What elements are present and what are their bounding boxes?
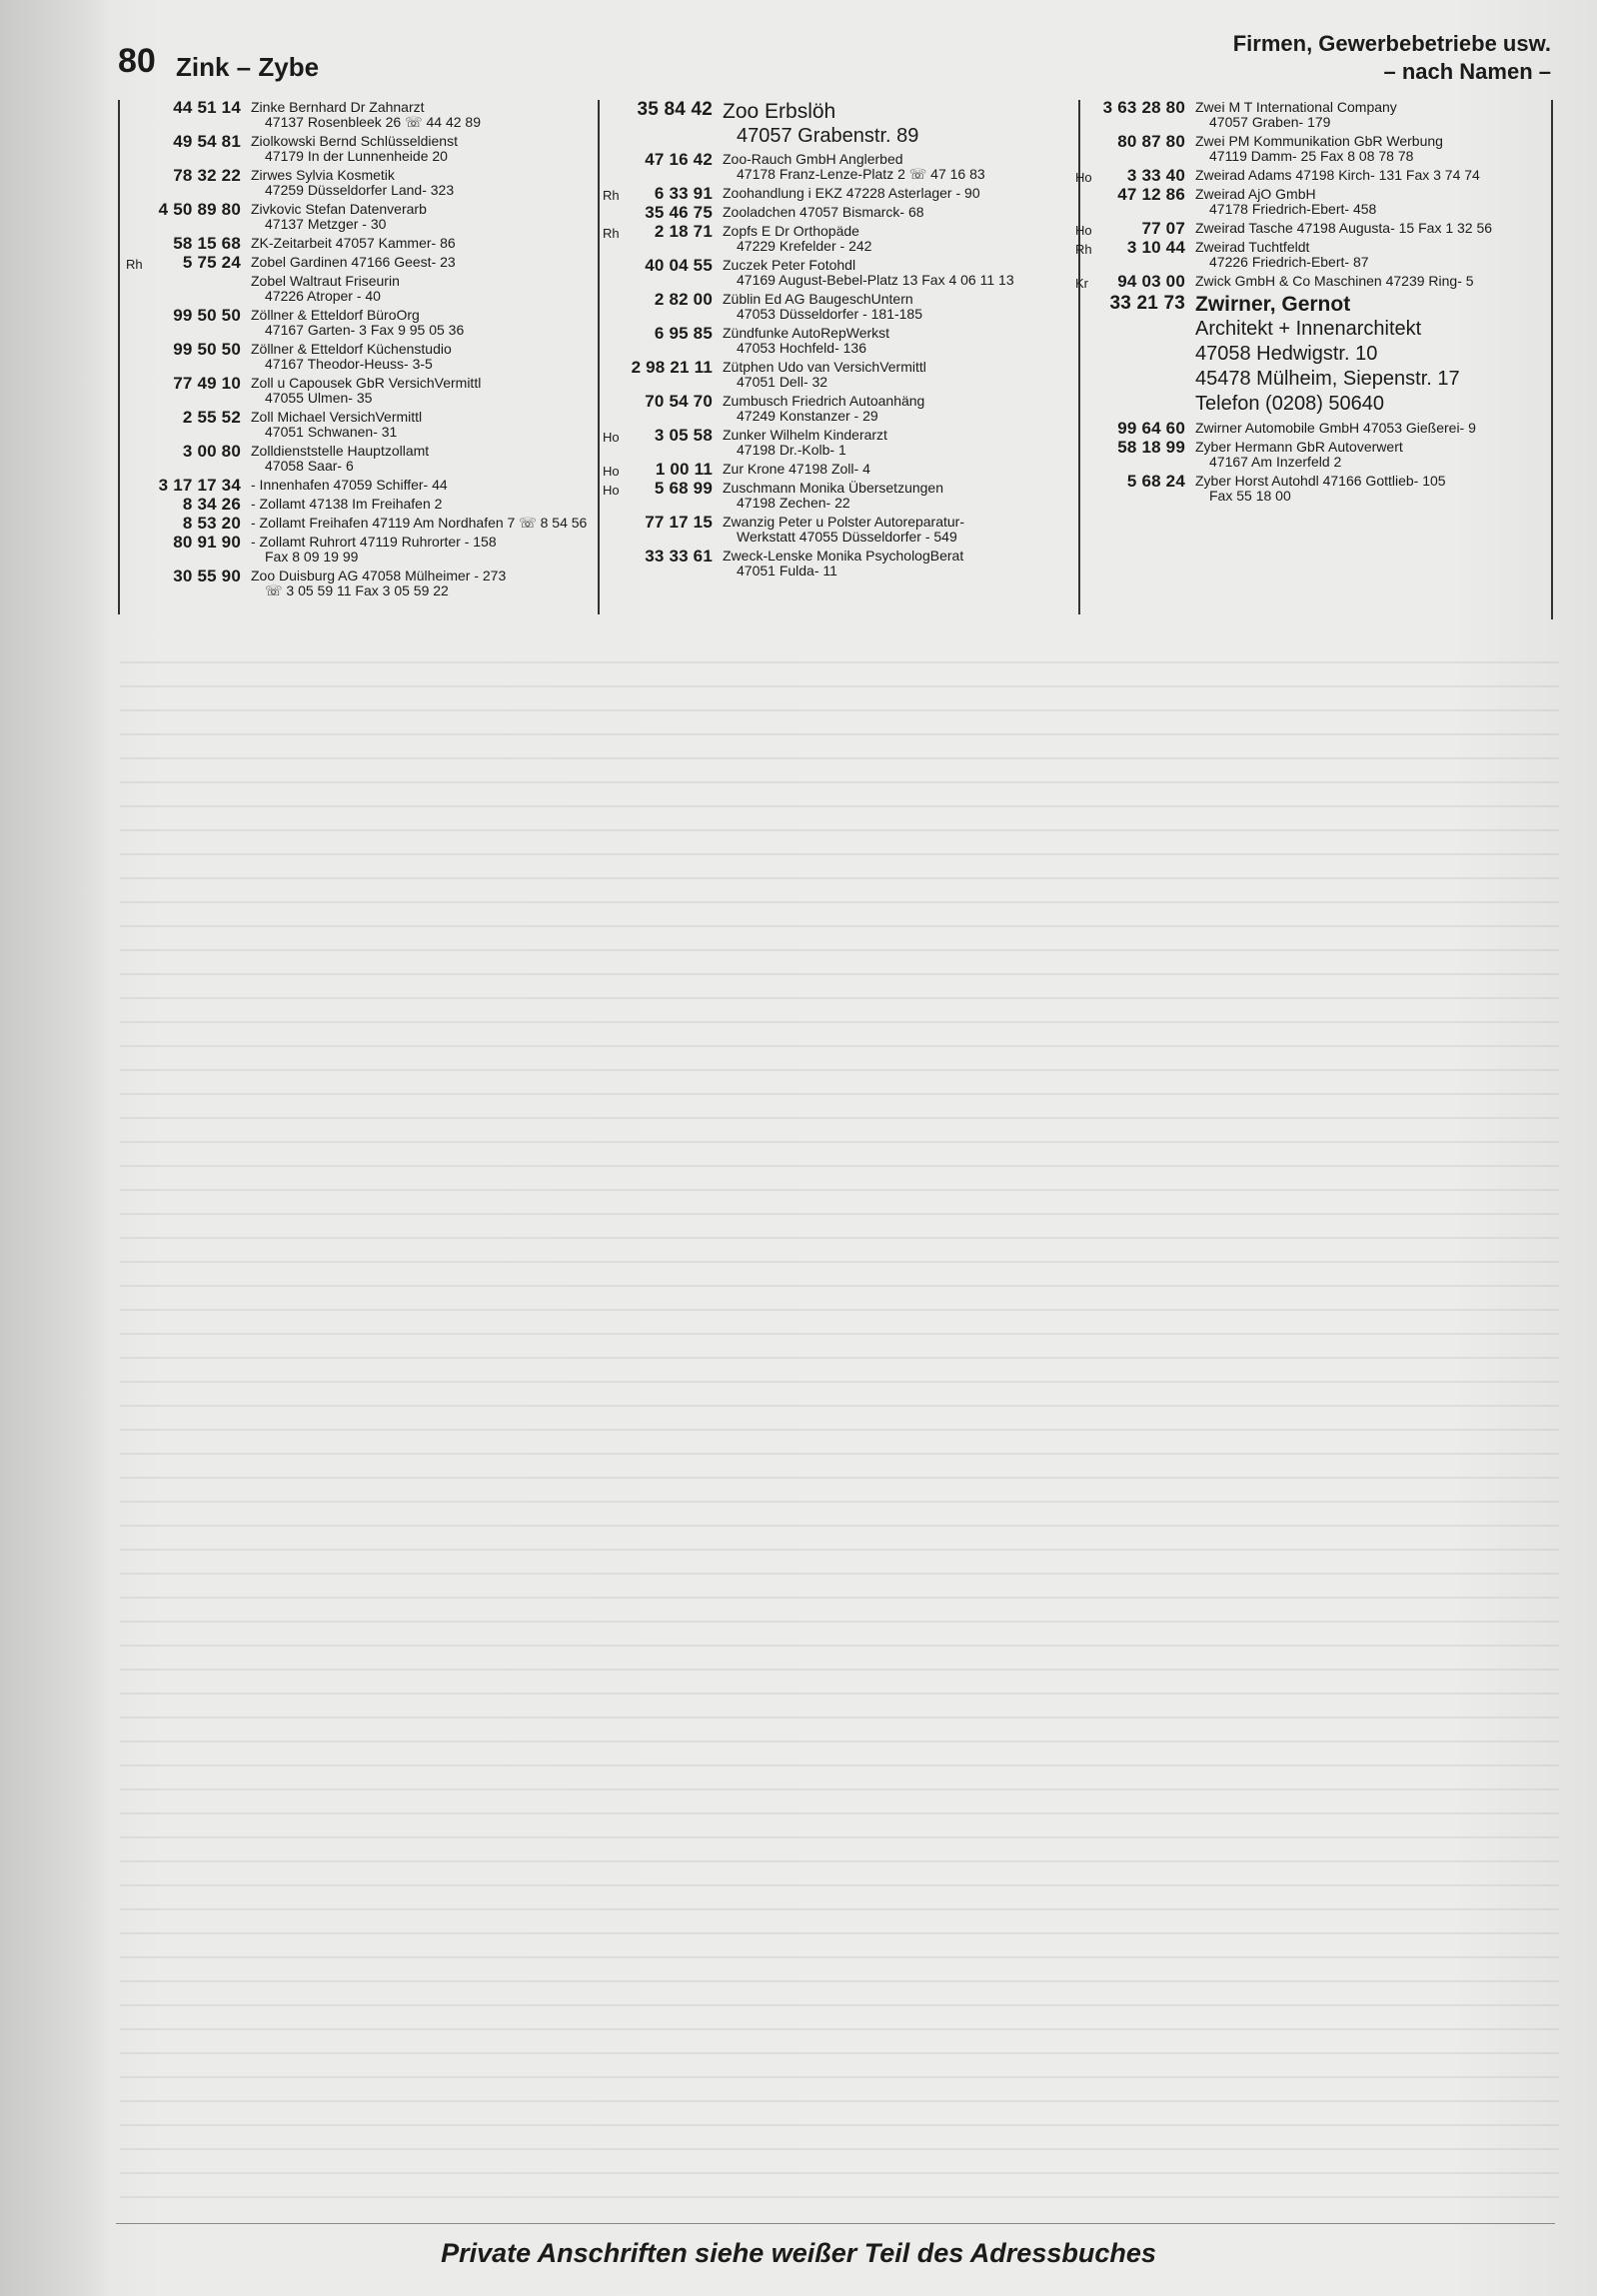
listing-address: 47198 Dr.-Kolb- 1: [737, 442, 846, 458]
listing-address: 47167 Theodor-Heuss- 3-5: [265, 356, 433, 372]
district-tag: Rh: [603, 188, 620, 203]
district-tag: Kr: [1075, 276, 1088, 291]
listing-name: Zoohandlung i EKZ 47228 Asterlager - 90: [723, 185, 980, 201]
section-heading-line2: – nach Namen –: [1383, 59, 1551, 84]
phone-number: 30 55 90: [173, 567, 241, 585]
phone-number: 77 17 15: [645, 513, 713, 532]
listing-address: 47053 Düsseldorfer - 181-185: [737, 306, 923, 322]
district-tag: Rh: [603, 226, 620, 241]
listing-name: Zöllner & Etteldorf BüroOrg: [251, 307, 420, 323]
listing-entry: [645, 150, 1072, 182]
listing-entry: [1126, 472, 1545, 504]
listing-entry: [603, 460, 1072, 479]
district-tag: Rh: [1075, 242, 1092, 257]
phone-number: 70 54 70: [645, 392, 713, 411]
listing-entry: [645, 392, 1072, 424]
listing-name: Zweirad AjO GmbH: [1195, 186, 1316, 202]
listing-name: Zobel Gardinen 47166 Geest- 23: [251, 254, 456, 270]
listing-name: Zwanzig Peter u Polster Autoreparatur-: [723, 514, 965, 530]
listing-name: Zumbusch Friedrich Autoanhäng: [723, 393, 925, 409]
listing-entry: [603, 222, 1072, 254]
listing-entry: [603, 426, 1072, 458]
listing-name: Zoo Erbslöh: [723, 100, 836, 123]
phone-number: 3 33 40: [1126, 166, 1185, 185]
phone-number: 99 50 50: [173, 306, 241, 325]
bleed-through-texture: [120, 639, 1559, 2198]
phone-number: 40 04 55: [645, 256, 713, 275]
listing-entry: [158, 476, 591, 495]
listing-name: Zobel Waltraut Friseurin: [251, 273, 400, 289]
listing-entry: [654, 290, 1072, 322]
listing-address: Fax 8 09 19 99: [265, 549, 359, 565]
phone-number: 49 54 81: [173, 132, 241, 151]
listing-name: - Zollamt 47138 Im Freihafen 2: [251, 496, 443, 512]
listing-address: 47169 August-Bebel-Platz 13 Fax 4 06 11 13: [737, 272, 1014, 288]
listing-name: - Innenhafen 47059 Schiffer- 44: [251, 477, 448, 493]
listing-name: Zwei PM Kommunikation GbR Werbung: [1195, 133, 1443, 149]
listing-address: 47167 Garten- 3 Fax 9 95 05 36: [265, 322, 465, 338]
listing-entry: [173, 98, 591, 130]
phone-number: 3 63 28 80: [1102, 98, 1185, 117]
listing-name: Ziolkowski Bernd Schlüsseldienst: [251, 133, 458, 149]
listing-entry: [173, 340, 591, 372]
listing-entry: [1075, 238, 1545, 270]
listing-entry: [173, 234, 591, 253]
phone-number: 80 87 80: [1117, 132, 1185, 151]
phone-number: 8 34 26: [182, 495, 241, 514]
listing-name: Zwirner Automobile GmbH 47053 Gießerei- 9: [1195, 420, 1476, 436]
listing-name: Zwei M T International Company: [1195, 99, 1397, 115]
phone-number: 5 68 99: [654, 479, 713, 498]
phone-number: 8 53 20: [182, 514, 241, 533]
listing-name: Zuczek Peter Fotohdl: [723, 257, 856, 273]
phone-number: 47 12 86: [1117, 185, 1185, 204]
listing-entry: [173, 132, 591, 164]
listing-entry: [173, 166, 591, 198]
phone-number: 4 50 89 80: [158, 200, 241, 219]
listing-address: 47057 Grabenstr. 89: [737, 125, 919, 147]
listing-name: Zivkovic Stefan Datenverarb: [251, 201, 427, 217]
listing-name: Zoll u Capousek GbR VersichVermittl: [251, 375, 482, 391]
phone-number: 99 50 50: [173, 340, 241, 359]
listing-entry: [173, 567, 591, 598]
listing-address: 47167 Am Inzerfeld 2: [1209, 454, 1342, 470]
listing-entry: [251, 274, 591, 304]
district-tag: Ho: [1075, 170, 1092, 185]
listing-address: 45478 Mülheim, Siepenstr. 17: [1195, 368, 1460, 390]
listing-name: Zweirad Tuchtfeldt: [1195, 239, 1310, 255]
phone-number: 35 46 75: [645, 203, 713, 222]
listing-address: Telefon (0208) 50640: [1195, 393, 1385, 415]
listing-address: 47137 Rosenbleek 26 ☏ 44 42 89: [265, 114, 482, 130]
listing-entry: [1117, 185, 1545, 217]
listing-entry: [182, 495, 591, 514]
listing-entry: [1102, 98, 1545, 130]
listing-address: 47226 Atroper - 40: [265, 288, 381, 304]
district-tag: Rh: [126, 257, 143, 272]
phone-number: 44 51 14: [173, 98, 241, 117]
listing-entry: [603, 479, 1072, 511]
listing-entry: [603, 184, 1072, 203]
listing-address: Architekt + Innenarchitekt: [1195, 318, 1422, 340]
column-rule-right: [1551, 100, 1553, 619]
listing-address: 47057 Graben- 179: [1209, 114, 1331, 130]
phone-number: 58 15 68: [173, 234, 241, 253]
listing-entry: [654, 324, 1072, 356]
listing-address: ☏ 3 05 59 11 Fax 3 05 59 22: [265, 582, 449, 598]
listing-name: Zwirner, Gernot: [1195, 293, 1351, 316]
listing-name: - Zollamt Freihafen 47119 Am Nordhafen 7 ☏ 8 54 56: [251, 515, 588, 531]
listing-column-1: [126, 98, 591, 602]
listing-entry: [182, 408, 591, 440]
phone-number: 6 95 85: [654, 324, 713, 343]
listing-name: Zirwes Sylvia Kosmetik: [251, 167, 395, 183]
listing-entry: [1075, 166, 1545, 185]
phone-number: 35 84 42: [637, 99, 713, 120]
phone-number: 58 18 99: [1117, 438, 1185, 457]
listing-name: Züblin Ed AG BaugeschUntern: [723, 291, 913, 307]
listing-address: 47198 Zechen- 22: [737, 495, 850, 511]
listing-entry: [1075, 219, 1545, 238]
listing-entry: [645, 256, 1072, 288]
listing-address: Werkstatt 47055 Düsseldorfer - 549: [737, 529, 957, 545]
phone-number: 1 00 11: [655, 460, 713, 479]
phone-number: 3 10 44: [1126, 238, 1185, 257]
listing-entry: [173, 374, 591, 406]
listing-entry: [1117, 419, 1545, 438]
column-rule-left: [118, 100, 120, 614]
listing-address: 47051 Fulda- 11: [737, 563, 837, 578]
phone-number: 78 32 22: [173, 166, 241, 185]
listing-name: Zolldienststelle Hauptzollamt: [251, 443, 430, 459]
listing-name: Zoll Michael VersichVermittl: [251, 409, 423, 425]
listing-name: Zopfs E Dr Orthopäde: [723, 223, 859, 239]
listing-name: Zoo-Rauch GmbH Anglerbed: [723, 151, 903, 167]
listing-address: 47137 Metzger - 30: [265, 216, 387, 232]
listing-entry: [158, 200, 591, 232]
footer-rule: [116, 2223, 1555, 2224]
listing-address: 47226 Friedrich-Ebert- 87: [1209, 254, 1369, 270]
listing-address: 47055 Ulmen- 35: [265, 390, 373, 406]
phone-number: 77 49 10: [173, 374, 241, 393]
listing-column-2: [603, 99, 1072, 582]
listing-entry: [1109, 293, 1545, 417]
listing-entry: [182, 514, 591, 533]
phone-number: 2 18 71: [654, 222, 713, 241]
phone-number: 47 16 42: [645, 150, 713, 169]
footer-note: Private Anschriften siehe weißer Teil des Adressbuches: [441, 2238, 1156, 2268]
listing-entry: [645, 203, 1072, 222]
listing-name: Zütphen Udo van VersichVermittl: [723, 359, 926, 375]
listing-address: 47051 Dell- 32: [737, 374, 828, 390]
phone-number: 2 55 52: [182, 408, 241, 427]
listing-name: Zur Krone 47198 Zoll- 4: [723, 461, 870, 477]
listing-address: Fax 55 18 00: [1209, 488, 1291, 504]
listing-name: Zuschmann Monika Übersetzungen: [723, 480, 944, 496]
listing-column-3: [1075, 98, 1545, 508]
phone-number: 3 17 17 34: [158, 476, 241, 495]
phone-number: 3 05 58: [654, 426, 713, 445]
listing-name: Zoo Duisburg AG 47058 Mülheimer - 273: [251, 568, 507, 583]
phone-number: 33 21 73: [1109, 293, 1185, 314]
phone-number: 2 82 00: [654, 290, 713, 309]
listing-entry: [1117, 132, 1545, 164]
listing-entry: [173, 306, 591, 338]
phone-number: 5 75 24: [182, 253, 241, 272]
listing-address: 47249 Konstanzer - 29: [737, 408, 878, 424]
page-range-title: Zink – Zybe: [176, 52, 320, 82]
listing-address: 47051 Schwanen- 31: [265, 424, 398, 440]
listing-name: - Zollamt Ruhrort 47119 Ruhrorter - 158: [251, 534, 497, 550]
phone-number: 80 91 90: [173, 533, 241, 552]
listing-name: ZK-Zeitarbeit 47057 Kammer- 86: [251, 235, 456, 251]
listing-name: Zweirad Tasche 47198 Augusta- 15 Fax 1 32 56: [1195, 220, 1493, 236]
listing-entry: [645, 513, 1072, 545]
phone-number: 33 33 61: [645, 547, 713, 566]
listing-address: 47179 In der Lunnenheide 20: [265, 148, 448, 164]
listing-address: 47229 Krefelder - 242: [737, 238, 872, 254]
listing-entry: [1117, 438, 1545, 470]
listing-address: 47259 Düsseldorfer Land- 323: [265, 182, 455, 198]
section-heading: [1233, 30, 1551, 86]
listing-name: Zöllner & Etteldorf Küchenstudio: [251, 341, 452, 357]
listing-name: Zyber Hermann GbR Autoverwert: [1195, 439, 1403, 455]
listing-entry: [173, 533, 591, 565]
section-heading-line1: Firmen, Gewerbebetriebe usw.: [1232, 31, 1551, 56]
column-rule-middle-left: [598, 100, 600, 614]
phone-number: 77 07: [1141, 219, 1185, 238]
listing-entry: [182, 442, 591, 474]
listing-name: Zündfunke AutoRepWerkst: [723, 325, 890, 341]
district-tag: Ho: [1075, 223, 1092, 238]
listing-address: 47178 Friedrich-Ebert- 458: [1209, 201, 1377, 217]
district-tag: Ho: [603, 483, 620, 498]
listing-name: Zinke Bernhard Dr Zahnarzt: [251, 99, 425, 115]
listing-name: Zyber Horst Autohdl 47166 Gottlieb- 105: [1195, 473, 1446, 489]
listing-name: Zweirad Adams 47198 Kirch- 131 Fax 3 74 74: [1195, 167, 1480, 183]
listing-address: 47058 Saar- 6: [265, 458, 354, 474]
listing-address: 47058 Hedwigstr. 10: [1195, 343, 1378, 365]
district-tag: Ho: [603, 430, 620, 445]
listing-name: Zweck-Lenske Monika PsychologBerat: [723, 548, 964, 564]
listing-entry: [126, 253, 591, 272]
listing-address: 47178 Franz-Lenze-Platz 2 ☏ 47 16 83: [737, 166, 985, 182]
listing-entry: [631, 358, 1072, 390]
phone-number: 6 33 91: [654, 184, 713, 203]
page-number: 80: [118, 42, 156, 80]
phone-number: 94 03 00: [1117, 272, 1185, 291]
listing-entry: [645, 547, 1072, 578]
page-spine-shadow: [0, 0, 110, 2296]
listing-entry: [1075, 272, 1545, 291]
listing-name: Zooladchen 47057 Bismarck- 68: [723, 204, 924, 220]
phone-number: 99 64 60: [1117, 419, 1185, 438]
listing-name: Zwick GmbH & Co Maschinen 47239 Ring- 5: [1195, 273, 1474, 289]
phone-number: 2 98 21 11: [631, 358, 713, 377]
listing-address: 47119 Damm- 25 Fax 8 08 78 78: [1209, 148, 1414, 164]
listing-address: 47053 Hochfeld- 136: [737, 340, 866, 356]
phone-number: 3 00 80: [182, 442, 241, 461]
phone-number: 5 68 24: [1126, 472, 1185, 491]
listing-name: Zunker Wilhelm Kinderarzt: [723, 427, 887, 443]
listing-entry: [637, 99, 1072, 148]
district-tag: Ho: [603, 464, 620, 479]
